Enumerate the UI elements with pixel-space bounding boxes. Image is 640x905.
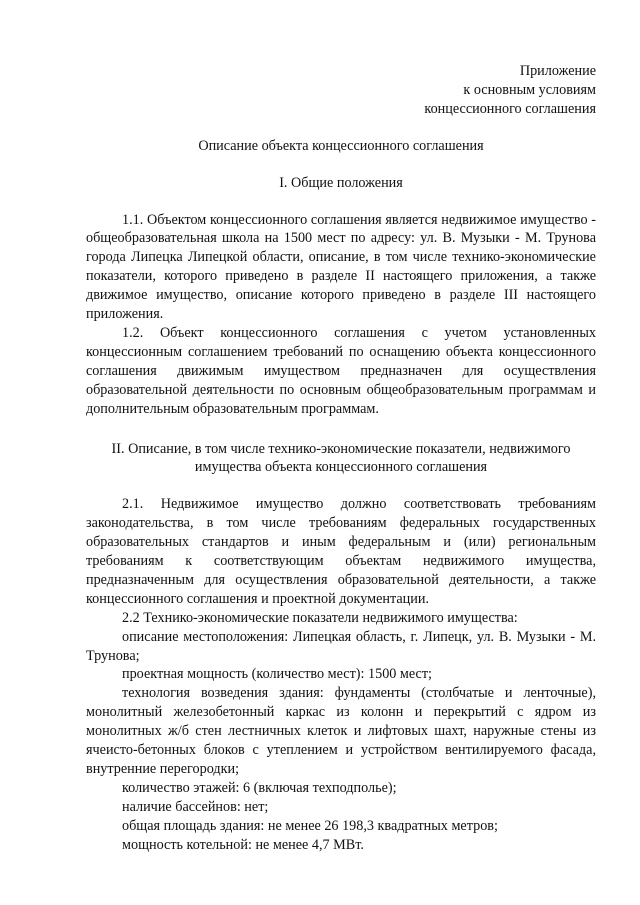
appendix-line-2: к основным условиям [463,81,596,98]
appendix-line-1: Приложение [519,63,596,79]
paragraph-capacity: проектная мощность (количество мест): 1500 мест; [122,666,432,683]
appendix-note [86,62,596,119]
paragraph-floors: количество этажей: 6 (включая техподполье); [122,779,397,796]
paragraph-2-2: 2.2 Технико-экономические показатели недвижимого имущества: [122,609,518,626]
document-title: Описание объекта концессионного соглашения [198,137,484,154]
paragraph-location: описание местоположения: Липецкая область, г. Липецк, ул. В. Музыки - М. Трунова; [86,628,596,664]
paragraph-area: общая площадь здания: не менее 26 198,3 квадратных метров; [122,817,498,834]
spacer [86,477,596,495]
paragraph-technology: технология возведения здания: фундаменты (столбчатые и ленточные), монолитный железобетонный каркас из колонн и перекрытий с ядром из монолитных ж/б стен лестничных клеток и лифтовых шахт, наружные стены из ячеисто-бетонных блоков с утеплением и устройством вентилируемого фасада, внутренние перегородки; [86,685,596,777]
paragraph-2-1: 2.1. Недвижимое имущество должно соответствовать требованиям законодательства, в том числе требованиям федеральных государственных образовательных стандартов и иным федеральным и (или) региональным требованиям к соответствующим объектам недвижимого имущества, предназначенным для осуществления образовательной деятельности, а также концессионного соглашения и проектной документации. [86,496,596,607]
document-page [86,62,596,855]
paragraph-1-2: 1.2. Объект концессионного соглашения с учетом установленных концессионным соглашением требований по оснащению объекта концессионного соглашения движимым имуществом предназначен для осуществления образовательной деятельности по основным общеобразовательным программам и дополнительным образовательным программам. [86,324,596,417]
paragraph-1-1: 1.1. Объектом концессионного соглашения является недвижимое имущество - общеобразовательная школа на 1500 мест по адресу: ул. В. Музыки - М. Трунова города Липецка Липецкой области, описание, в том числе технико-экономические показатели, которого приведено в разделе II настоящего приложения, а также движимое имущество, описание которого приведено в разделе III настоящего приложения. [86,211,596,323]
paragraph-boiler: мощность котельной: не менее 4,7 МВт. [122,836,364,853]
appendix-line-3: концессионного соглашения [424,100,596,117]
section-1-heading: I. Общие положения [279,174,403,191]
section-2-heading-line-1: II. Описание, в том числе технико-экономические показатели, недвижимого [111,440,571,457]
paragraph-pools: наличие бассейнов: нет; [122,798,269,815]
section-2-heading [86,440,596,478]
section-2-heading-line-2: имущества объекта концессионного соглашения [194,459,488,476]
spacer [86,193,596,211]
